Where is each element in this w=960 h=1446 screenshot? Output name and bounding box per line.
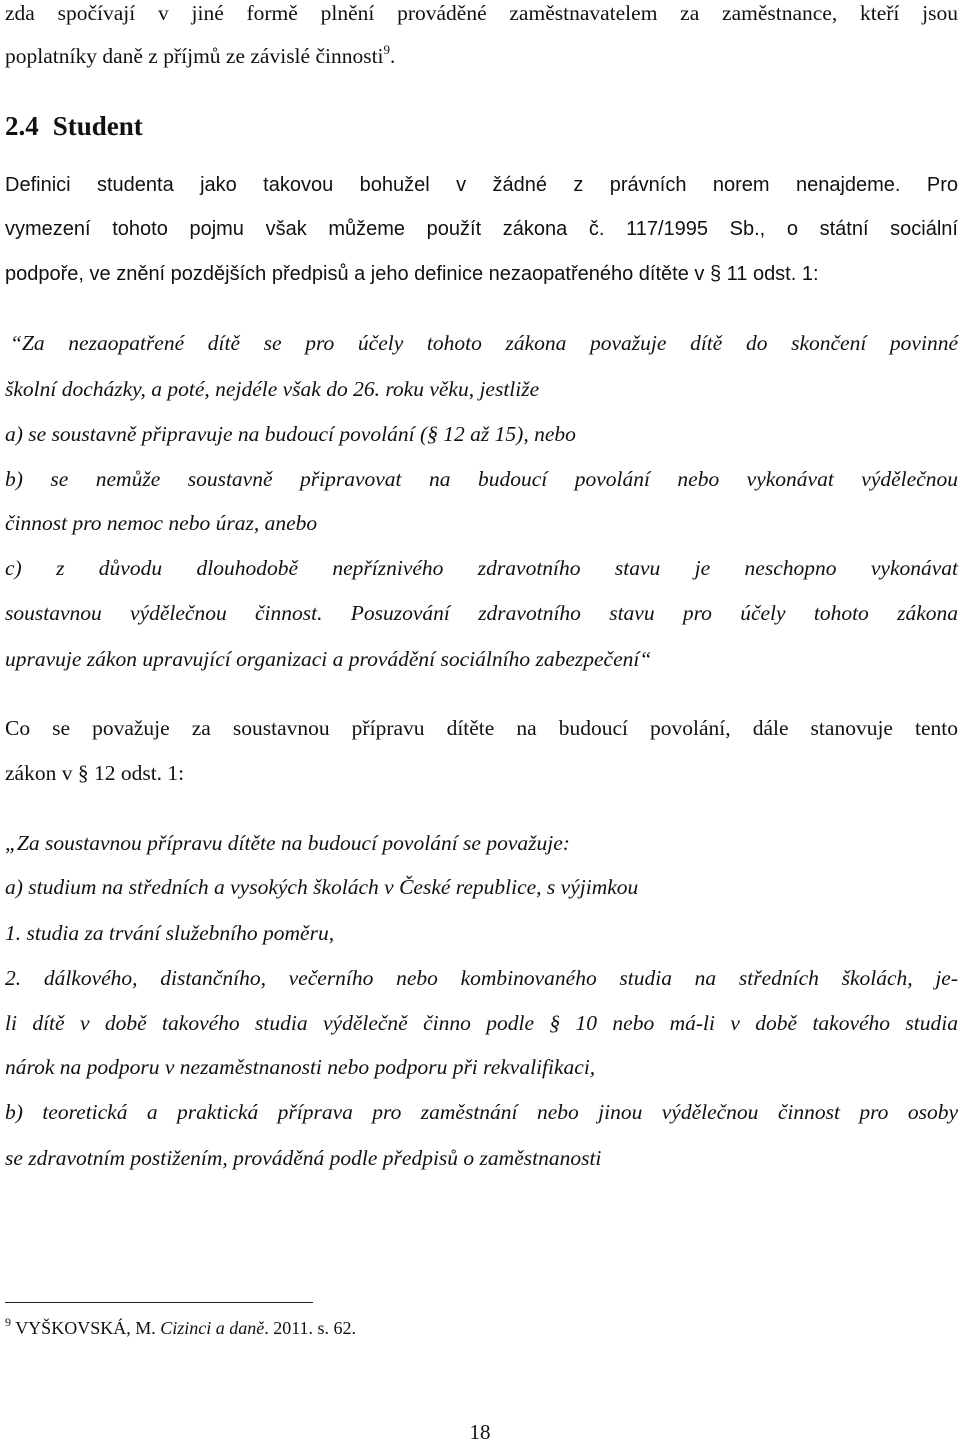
footnote (5, 1316, 356, 1340)
footnote-title: Cizinci a daně (160, 1318, 265, 1338)
quote-line: školní docházky, a poté, nejdéle však do 26. roku věku, jestliže (5, 377, 540, 401)
paragraph-line: podpoře, ve znění pozdějších předpisů a jeho definice nezaopatřeného dítěte v § 11 odst. 1: (5, 263, 819, 285)
quote-line: b) teoretická a praktická příprava pro zaměstnání nebo jinou výdělečnou činnost pro osoby (5, 1100, 958, 1124)
footnote-separator (5, 1302, 313, 1303)
quote-line: a) studium na středních a vysokých školách v České republice, s výjimkou (5, 875, 639, 899)
footnote-rest: . 2011. s. 62. (264, 1318, 357, 1338)
body-line: zda spočívají v jiné formě plnění prováděné zaměstnavatelem za zaměstnance, kteří jsou (5, 1, 958, 25)
quote-line: „Za soustavnou přípravu dítěte na budoucí povolání se považuje: (5, 831, 570, 855)
quote-line: nárok na podporu v nezaměstnanosti nebo podporu při rekvalifikaci, (5, 1055, 596, 1079)
quote-line: a) se soustavně připravuje na budoucí povolání (§ 12 až 15), nebo (5, 422, 576, 446)
quote-line: 1. studia za trvání služebního poměru, (5, 921, 335, 945)
paragraph-line: Co se považuje za soustavnou přípravu dítěte na budoucí povolání, dále stanovuje tento (5, 716, 958, 740)
quote-line: 2. dálkového, distančního, večerního nebo kombinovaného studia na středních školách, je- (5, 966, 958, 990)
quote-line: se zdravotním postižením, prováděná podle předpisů o zaměstnanosti (5, 1146, 602, 1170)
body-text: . (390, 44, 396, 68)
section-title: Student (52, 111, 143, 141)
quote-line: b) se nemůže soustavně připravovat na budoucí povolání nebo vykonávat výdělečnou (5, 467, 958, 491)
page-number: 18 (469, 1420, 491, 1444)
body-line (5, 43, 958, 69)
footnote-author: VYŠKOVSKÁ, M. (15, 1318, 156, 1338)
paragraph-line: Definici studenta jako takovou bohužel v žádné z právních norem nenajdeme. Pro (5, 174, 958, 196)
paragraph-line: vymezení tohoto pojmu však můžeme použít zákona č. 117/1995 Sb., o státní sociální (5, 218, 958, 240)
quote-line: upravuje zákon upravující organizaci a provádění sociálního zabezpečení“ (5, 647, 652, 671)
section-number: 2.4 (5, 111, 39, 141)
section-heading (5, 110, 958, 142)
quote-line: soustavnou výdělečnou činnost. Posuzování zdravotního stavu pro účely tohoto zákona (5, 601, 958, 625)
footnote-number: 9 (5, 1315, 11, 1329)
quote-line: li dítě v době takového studia výdělečně činno podle § 10 nebo má-li v době takového studia (5, 1011, 958, 1035)
quote-line: “Za nezaopatřené dítě se pro účely tohoto zákona považuje dítě do skončení povinné (10, 331, 958, 355)
quote-line: činnost pro nemoc nebo úraz, anebo (5, 511, 318, 535)
quote-line: c) z důvodu dlouhodobě nepříznivého zdravotního stavu je neschopno vykonávat (5, 556, 958, 580)
paragraph-line: zákon v § 12 odst. 1: (5, 761, 185, 785)
footnote-reference[interactable]: 9 (383, 42, 391, 57)
body-text: poplatníky daně z příjmů ze závislé činnosti (5, 44, 384, 68)
